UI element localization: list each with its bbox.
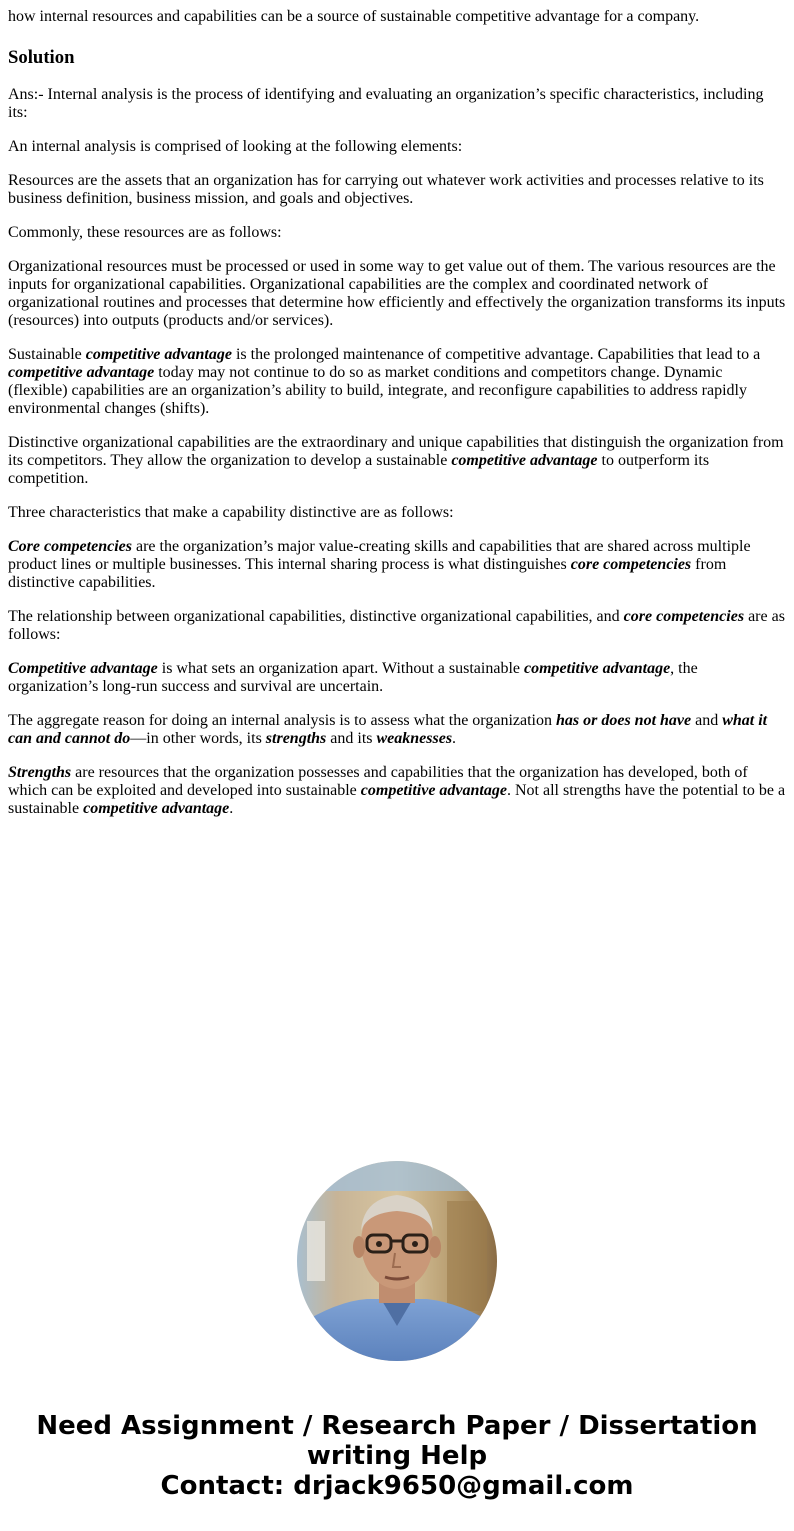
paragraph-10 [8, 608, 786, 644]
paragraph-12 [8, 712, 786, 748]
avatar-illustration [297, 1161, 497, 1361]
paragraph-9 [8, 538, 786, 592]
emphasis: core competencies [570, 556, 692, 573]
text: is what sets an organization apart. Without a sustainable [157, 660, 524, 677]
text: today may not continue to do so as market conditions and competitors change. Dynamic (flexible) capabilities are an organization’s ability to build, integrate, and reconfigure capabilities to address rapidly environmental changes (shifts). [8, 364, 747, 417]
emphasis: core competencies [623, 608, 745, 625]
author-avatar [297, 1161, 497, 1361]
emphasis: Strengths [8, 764, 72, 781]
text: Distinctive organizational capabilities are the extraordinary and unique capabilities that distinguish the organization from its competitors. They allow the organization to develop a sustainable [8, 434, 784, 469]
footer-banner [0, 1411, 794, 1501]
emphasis: competitive advantage [360, 782, 507, 799]
emphasis: competitive advantage [85, 346, 232, 363]
paragraph-5: Organizational resources must be processed or used in some way to get value out of them. The various resources are the inputs for organizational capabilities. Organizational capabilities are the complex and coordinated network of organizational routines and processes that determine how efficiently and effectively the organization transforms its inputs (resources) into outputs (products and/or services). [8, 258, 786, 329]
paragraph-7 [8, 434, 786, 488]
text: . [229, 800, 234, 817]
text: are as follows: [8, 608, 785, 643]
text: The aggregate reason for doing an internal analysis is to assess what the organization [8, 712, 556, 729]
emphasis: Competitive advantage [8, 660, 158, 677]
paragraph-2: An internal analysis is comprised of looking at the following elements: [8, 138, 463, 155]
emphasis: competitive advantage [523, 660, 671, 677]
text: —in other words, its [130, 730, 266, 747]
emphasis: Core competencies [8, 538, 132, 555]
intro-line: how internal resources and capabilities can be a source of sustainable competitive advantage for a company. [8, 8, 700, 25]
text: , the organization’s long-run success and survival are uncertain. [8, 660, 698, 695]
paragraph-3: Resources are the assets that an organization has for carrying out whatever work activities and processes relative to its business definition, business mission, and goals and objectives. [8, 172, 764, 207]
text: and its [326, 730, 377, 747]
paragraph-11 [8, 660, 786, 696]
footer-line-2: writing Help [306, 1441, 488, 1471]
footer-contact: Contact: drjack9650@gmail.com [160, 1471, 634, 1501]
text: are resources that the organization possesses and capabilities that the organization has developed, both of which can be exploited and developed into sustainable [8, 764, 748, 799]
paragraph-4: Commonly, these resources are as follows: [8, 224, 282, 241]
emphasis: competitive advantage [83, 800, 230, 817]
solution-heading: Solution [8, 47, 75, 68]
emphasis: strengths [265, 730, 327, 747]
text: and [691, 712, 723, 729]
text: Sustainable [8, 346, 86, 363]
emphasis: what it can and cannot do [8, 712, 768, 747]
text: . Not all strengths have the potential to be a sustainable [8, 782, 786, 817]
emphasis: competitive advantage [8, 364, 155, 381]
document-body [0, 8, 794, 818]
emphasis: has or does not have [555, 712, 692, 729]
text: from distinctive capabilities. [8, 556, 727, 591]
paragraph-13 [8, 764, 786, 818]
paragraph-1: Ans:- Internal analysis is the process of identifying and evaluating an organization’s specific characteristics, including its: [8, 86, 764, 121]
text: are the organization’s major value-creating skills and capabilities that are shared across multiple product lines or multiple businesses. This internal sharing process is what distinguishes [8, 538, 751, 573]
emphasis: competitive advantage [451, 452, 598, 469]
footer-line-1: Need Assignment / Research Paper / Dissertation [36, 1411, 758, 1441]
emphasis: weaknesses [376, 730, 453, 747]
text: The relationship between organizational capabilities, distinctive organizational capabilities, and [8, 608, 624, 625]
paragraph-8: Three characteristics that make a capability distinctive are as follows: [8, 504, 454, 521]
paragraph-6 [8, 346, 786, 418]
text: . [452, 730, 457, 747]
text: is the prolonged maintenance of competitive advantage. Capabilities that lead to a [231, 346, 761, 363]
text: to outperform its competition. [8, 452, 710, 487]
